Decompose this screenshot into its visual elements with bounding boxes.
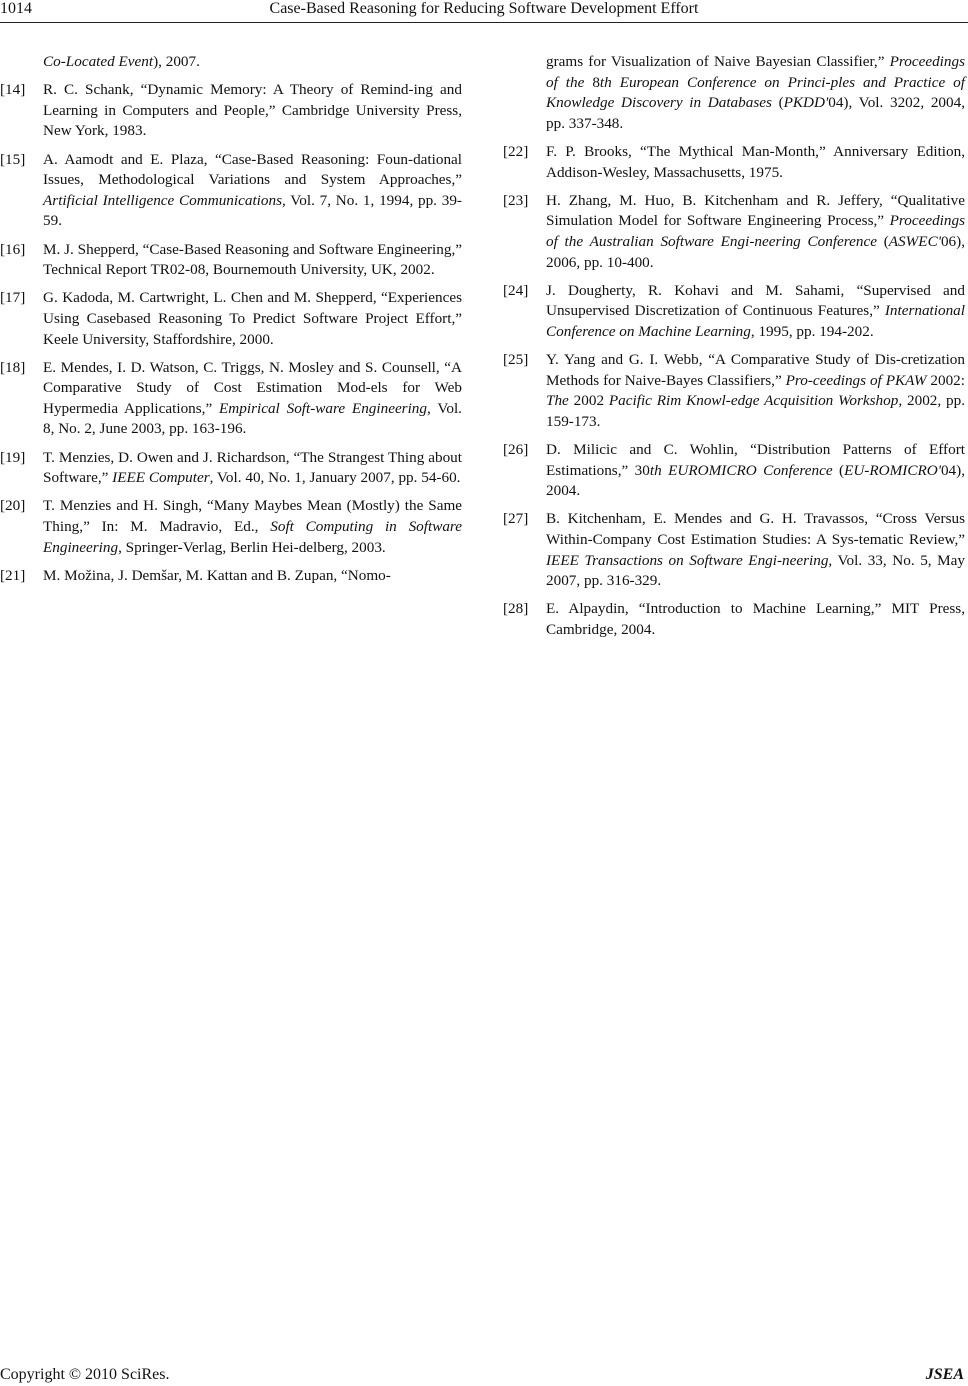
reference-text: (: [771, 94, 784, 112]
reference-number: [20]: [0, 497, 26, 515]
reference-number: [24]: [503, 281, 529, 299]
reference-item: [503, 281, 965, 343]
reference-italic-text: Proceedings of the: [546, 53, 965, 91]
footer-copyright: Copyright © 2010 SciRes.: [0, 1366, 170, 1383]
left-column: [0, 52, 462, 594]
reference-text: J. Dougherty, R. Kohavi and M. Sahami, “Supervised and Unsupervised Discretization of Continuous Features,”: [546, 281, 965, 320]
reference-text: F. P. Brooks, “The Mythical Man-Month,” Anniversary Edition, Addison-Wesley, Massachusetts, 1975.: [546, 142, 965, 181]
reference-number: [21]: [0, 566, 26, 584]
reference-text: M. Možina, J. Demšar, M. Kattan and B. Zupan, “Nomo-: [43, 566, 391, 584]
reference-text: A. Aamodt and E. Plaza, “Case-Based Reasoning: Foun-dational Issues, Methodological Variations and System Approaches,”: [43, 150, 462, 189]
reference-italic-text: PKDD': [783, 94, 829, 112]
reference-number: [17]: [0, 289, 26, 307]
running-title: Case-Based Reasoning for Reducing Software Development Effort: [269, 0, 699, 17]
reference-item: [503, 191, 965, 273]
reference-item: [0, 496, 462, 558]
reference-text: 04), Vol. 3202, 2004, pp. 337-348.: [546, 94, 966, 132]
reference-text: 06), 2006, pp. 10-400.: [546, 232, 965, 271]
reference-number: [15]: [0, 150, 26, 168]
reference-italic-text: International Conference on Machine Learning: [546, 302, 965, 340]
reference-number: [23]: [503, 191, 529, 209]
reference-italic-text: EU-ROMICRO': [844, 461, 941, 479]
reference-number: [14]: [0, 81, 26, 99]
reference-text: 04), 2004.: [546, 461, 965, 500]
reference-text: R. C. Schank, “Dynamic Memory: A Theory of Remind-ing and Learning in Computers and People,” Cambridge University Press, New York, 1983.: [43, 81, 462, 140]
reference-text: , 1995, pp. 194-202.: [750, 322, 874, 340]
reference-text: grams for Visualization of Naive Bayesian Classifier,”: [546, 53, 890, 70]
reference-text: , Vol. 7, No. 1, 1994, pp. 39-59.: [43, 191, 462, 230]
reference-item: [503, 509, 965, 591]
right-column: [503, 52, 965, 648]
reference-continuation: [0, 52, 462, 73]
reference-item: [503, 350, 965, 432]
reference-text: , Vol. 40, No. 1, January 2007, pp. 54-60.: [209, 469, 461, 487]
reference-item: [503, 440, 965, 502]
reference-italic-text: Pacific Rim Knowl-edge Acquisition Workshop: [608, 392, 899, 410]
reference-text: ), 2007.: [153, 53, 200, 70]
reference-text: D. Milicic and C. Wohlin, “Distribution Patterns of Effort Estimations,” 30: [546, 441, 965, 479]
reference-text: (: [832, 461, 845, 479]
reference-italic-text: Artificial Intelligence Communications: [43, 191, 282, 209]
reference-number: [22]: [503, 142, 529, 160]
reference-text: M. J. Shepperd, “Case-Based Reasoning and Software Engineering,” Technical Report TR02-08, Bournemouth University, UK, 2002.: [43, 240, 462, 279]
reference-italic-text: Pro-ceedings of PKAW: [785, 371, 931, 389]
reference-text: T. Menzies, D. Owen and J. Richardson, “The Strangest Thing about Software,”: [43, 448, 462, 487]
reference-italic-text: Proceedings of the Australian Software Engi-neering Conference: [546, 212, 965, 250]
reference-item: [0, 240, 462, 281]
reference-item: [0, 150, 462, 232]
reference-item: [503, 599, 965, 640]
reference-italic-text: IEEE Computer: [112, 469, 210, 487]
reference-text: , 2002, pp. 159-173.: [546, 392, 966, 430]
page-number: 1014: [0, 0, 32, 17]
reference-text: 2002:: [930, 371, 965, 389]
reference-text: T. Menzies and H. Singh, “Many Maybes Mean (Mostly) the Same Thing,” In: M. Madravio, Ed.,: [43, 497, 462, 536]
reference-text: Y. Yang and G. I. Webb, “A Comparative Study of Dis-cretization Methods for Naive-Bayes Classifiers,”: [546, 351, 965, 389]
reference-text: , Vol. 8, No. 2, June 2003, pp. 163-196.: [43, 399, 462, 438]
reference-italic-text: th EUROMICRO Conference: [649, 461, 833, 479]
reference-number: [18]: [0, 358, 26, 376]
reference-text: 2002: [573, 392, 609, 410]
reference-number: [19]: [0, 448, 26, 466]
reference-number: [28]: [503, 600, 529, 618]
reference-italic-text: IEEE Transactions on Software Engi-neering: [546, 551, 829, 569]
reference-item: [0, 80, 462, 142]
reference-text: E. Alpaydin, “Introduction to Machine Learning,” MIT Press, Cambridge, 2004.: [546, 600, 965, 638]
reference-item: [0, 566, 462, 587]
reference-text: 8: [592, 73, 600, 91]
reference-italic-text: Co-Located Event: [43, 53, 154, 70]
reference-text: (: [876, 232, 889, 250]
reference-continuation: [503, 52, 965, 134]
reference-text: B. Kitchenham, E. Mendes and G. H. Travassos, “Cross Versus Within-Company Cost Estimation Studies: A Sys-tematic Review,”: [546, 510, 965, 549]
reference-italic-text: Empirical Soft-ware Engineering: [219, 399, 427, 417]
header-rule: [0, 22, 968, 23]
reference-text: , Springer-Verlag, Berlin Hei-delberg, 2003.: [118, 538, 386, 556]
reference-italic-text: The: [546, 392, 574, 410]
reference-text: G. Kadoda, M. Cartwright, L. Chen and M. Shepperd, “Experiences Using Casebased Reasoning To Predict Software Project Effort,” Keele University, Staffordshire, 2000.: [43, 289, 462, 348]
reference-text: E. Mendes, I. D. Watson, C. Triggs, N. Mosley and S. Counsell, “A Comparative Study of Cost Estimation Mod-els for Web Hypermedia Applications,”: [43, 358, 462, 417]
reference-text: H. Zhang, M. Huo, B. Kitchenham and R. Jeffery, “Qualitative Simulation Model for Software Engineering Process,”: [546, 191, 965, 230]
reference-number: [16]: [0, 240, 26, 258]
reference-italic-text: ASWEC': [888, 232, 941, 250]
reference-text: , Vol. 33, No. 5, May 2007, pp. 316-329.: [546, 551, 965, 590]
reference-number: [25]: [503, 351, 529, 369]
reference-item: [503, 142, 965, 183]
reference-item: [0, 288, 462, 350]
reference-item: [0, 448, 462, 489]
reference-number: [26]: [503, 441, 529, 459]
footer-journal: JSEA: [925, 1366, 964, 1383]
reference-item: [0, 358, 462, 440]
reference-number: [27]: [503, 510, 529, 528]
reference-italic-text: Soft Computing in Software Engineering: [43, 518, 463, 556]
reference-italic-text: th European Conference on Princi-ples and Practice of Knowledge Discovery in Databases: [546, 73, 965, 112]
